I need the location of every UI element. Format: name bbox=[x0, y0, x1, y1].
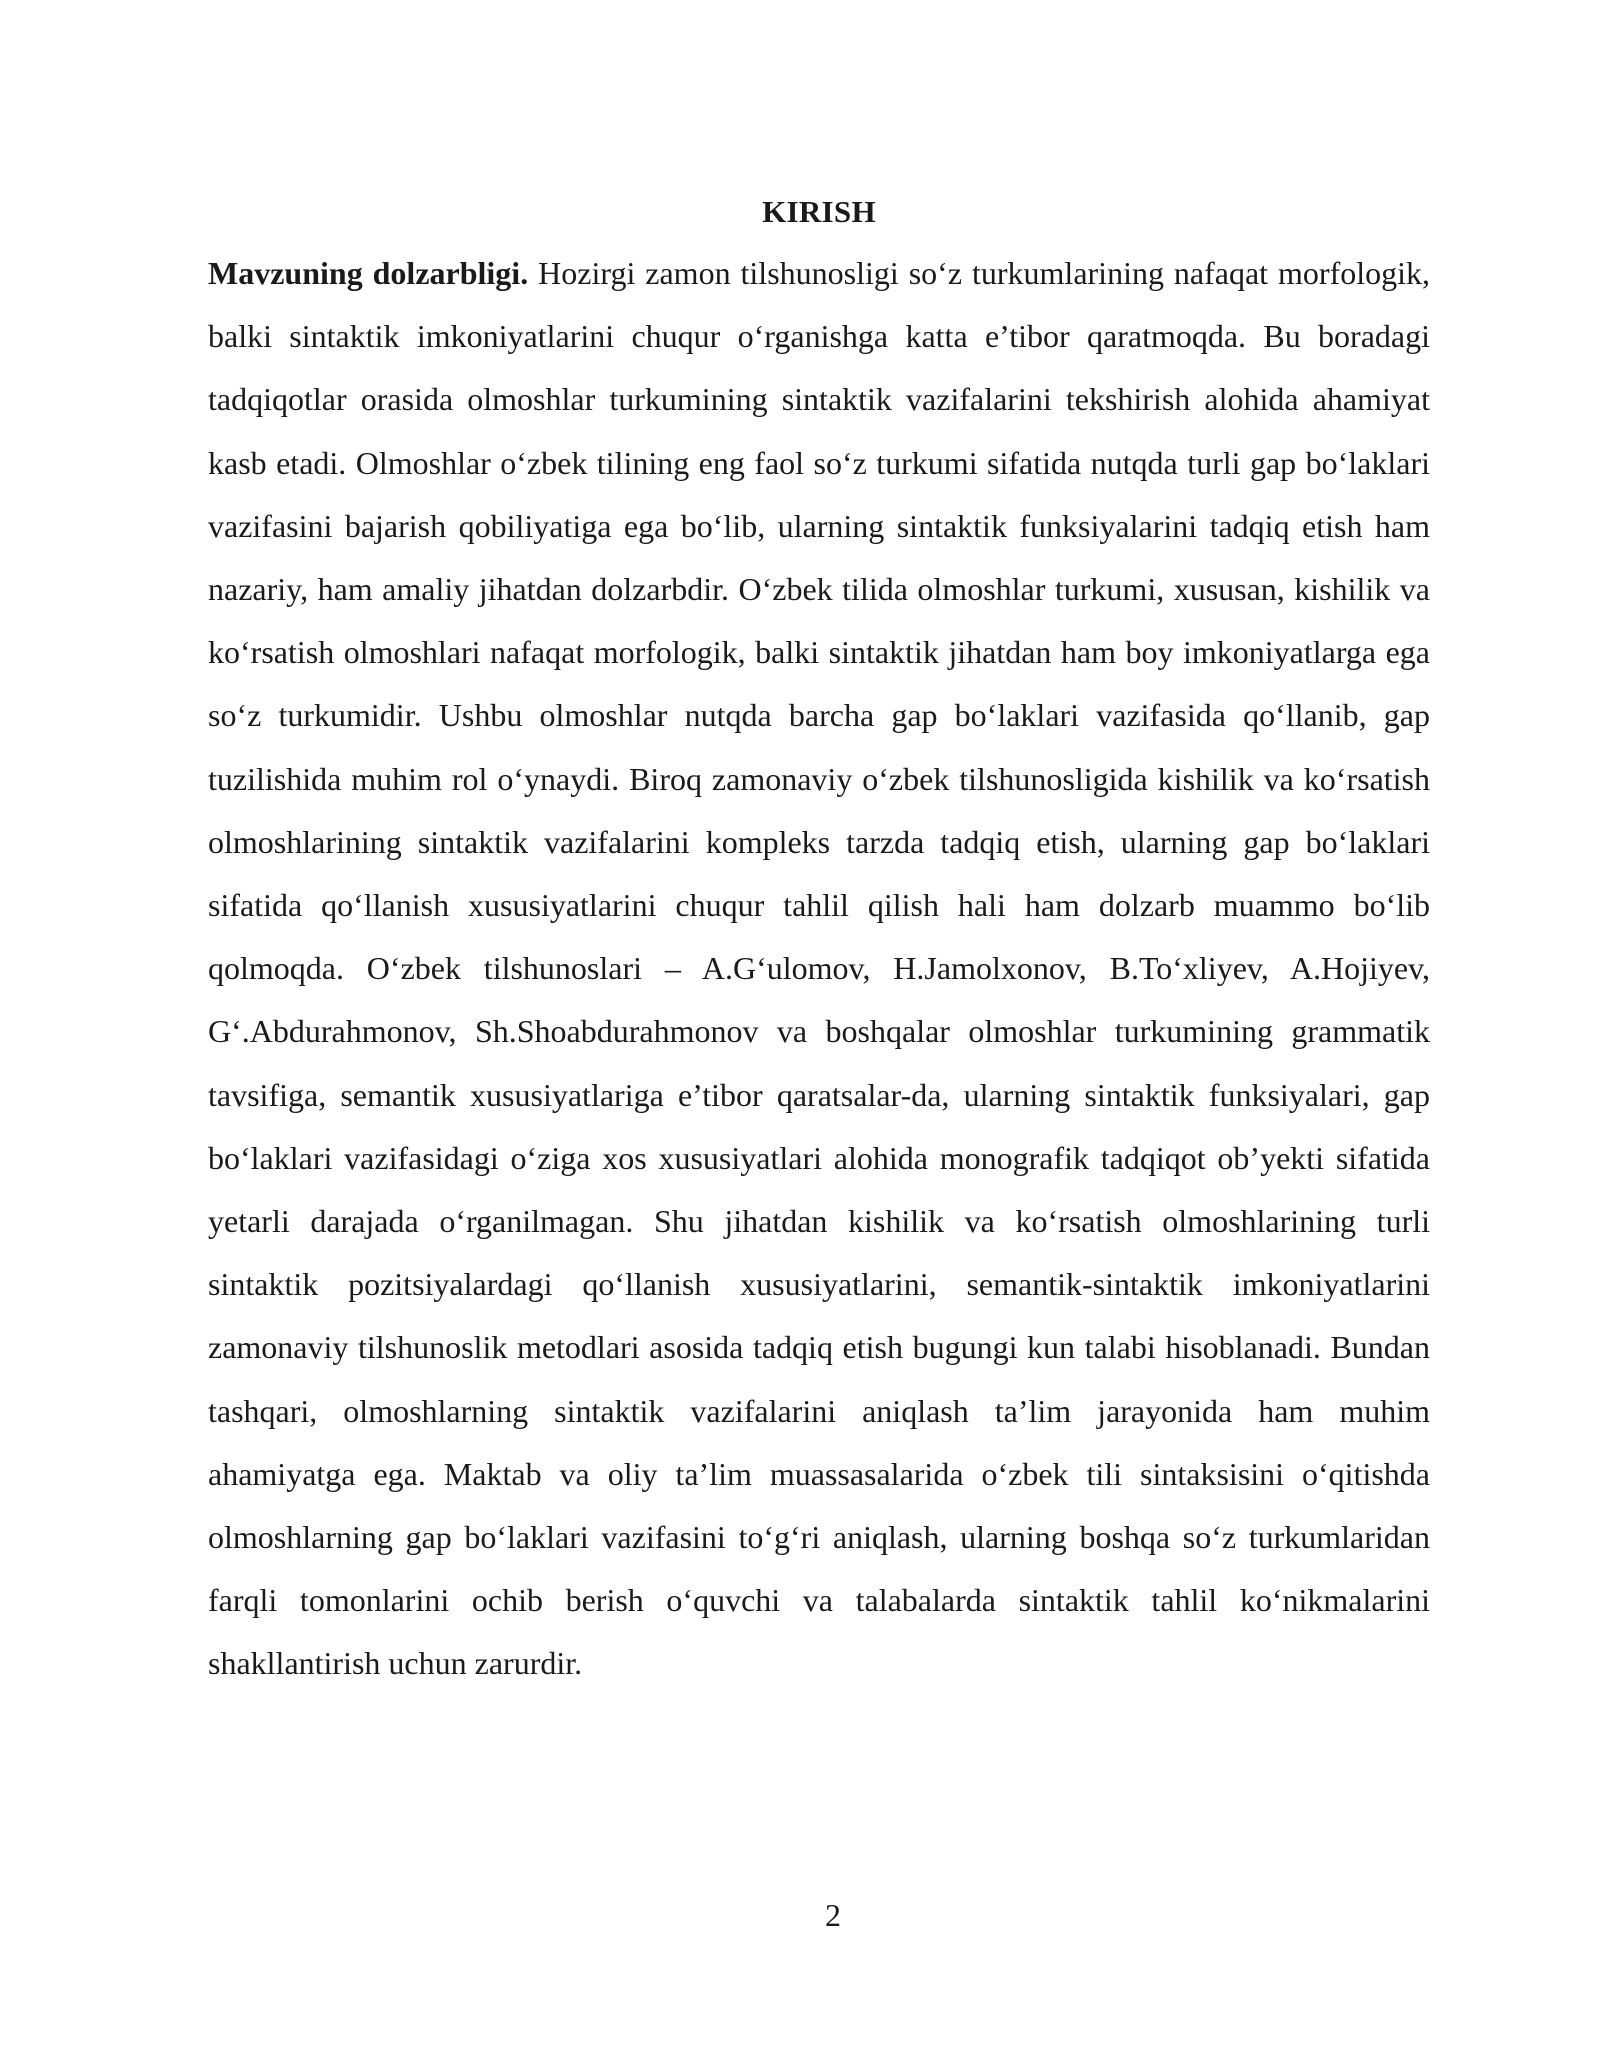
section-title: KIRISH bbox=[762, 194, 876, 229]
paragraph-text: Hozirgi zamon tilshunosligi so‘z turkumlarining nafaqat morfologik, balki sintaktik imkoniyatlarini chuqur o‘rganishga katta e’tibor qaratmoqda. Bu boradagi tadqiqotlar orasida olmoshlar turkumining sintaktik vazifalarini tekshirish alohida ahamiyat kasb etadi. Olmoshlar o‘zbek tilining eng faol so‘z turkumi sifatida nutqda turli gap bo‘laklari vazifasini bajarish qobiliyatiga ega bo‘lib, ularning sintaktik funksiyalarini tadqiq etish ham nazariy, ham amaliy jihatdan dolzarbdir. O‘zbek tilida olmoshlar turkumi, xususan, kishilik va ko‘rsatish olmoshlari nafaqat morfologik, balki sintaktik jihatdan ham boy imkoniyatlarga ega so‘z turkumidir. Ushbu olmoshlar nutqda barcha gap bo‘laklari vazifasida qo‘llanib, gap tuzilishida muhim rol o‘ynaydi. Biroq zamonaviy o‘zbek tilshunosligida kishilik va ko‘rsatish olmoshlarining sintaktik vazifalarini kompleks tarzda tadqiq etish, ularning gap bo‘laklari sifatida qo‘llanish xususiyatlarini chuqur tahlil qilish hali ham dolzarb muammo bo‘lib qolmoqda. O‘zbek tilshunoslari – A.G‘ulomov, H.Jamolxonov, B.To‘xliyev, A.Hojiyev, G‘.Abdurahmonov, Sh.Shoabdurahmonov va boshqalar olmoshlar turkumining grammatik tavsifiga, semantik xususiyatlariga e’tibor qaratsalar-da, ularning sintaktik funksiyalari, gap bo‘laklari vazifasidagi o‘ziga xos xususiyatlari alohida monografik tadqiqot ob’yekti sifatida yetarli darajada o‘rganilmagan. Shu jihatdan kishilik va ko‘rsatish olmoshlarining turli sintaktik pozitsiyalardagi qo‘llanish xususiyatlarini, semantik-sintaktik imkoniyatlarini zamonaviy tilshunoslik metodlari asosida tadqiq etish bugungi kun talabi hisoblanadi. Bundan tashqari, olmoshlarning sintaktik vazifalarini aniqlash ta’lim jarayonida ham muhim ahamiyatga ega. Maktab va oliy ta’lim muassasalarida o‘zbek tili sintaksisini o‘qitishda olmoshlarning gap bo‘laklari vazifasini to‘g‘ri aniqlash, ularning boshqa so‘z turkumlaridan farqli tomonlarini ochib berish o‘quvchi va talabalarda sintaktik tahlil ko‘nikmalarini shakllantirish uchun zarurdir. bbox=[208, 255, 1431, 1682]
page-number: 2 bbox=[825, 1897, 841, 1933]
paragraph-lead: Mavzuning dolzarbligi. bbox=[208, 255, 529, 291]
document-page bbox=[208, 182, 1430, 1696]
body-paragraph bbox=[208, 242, 1430, 1696]
